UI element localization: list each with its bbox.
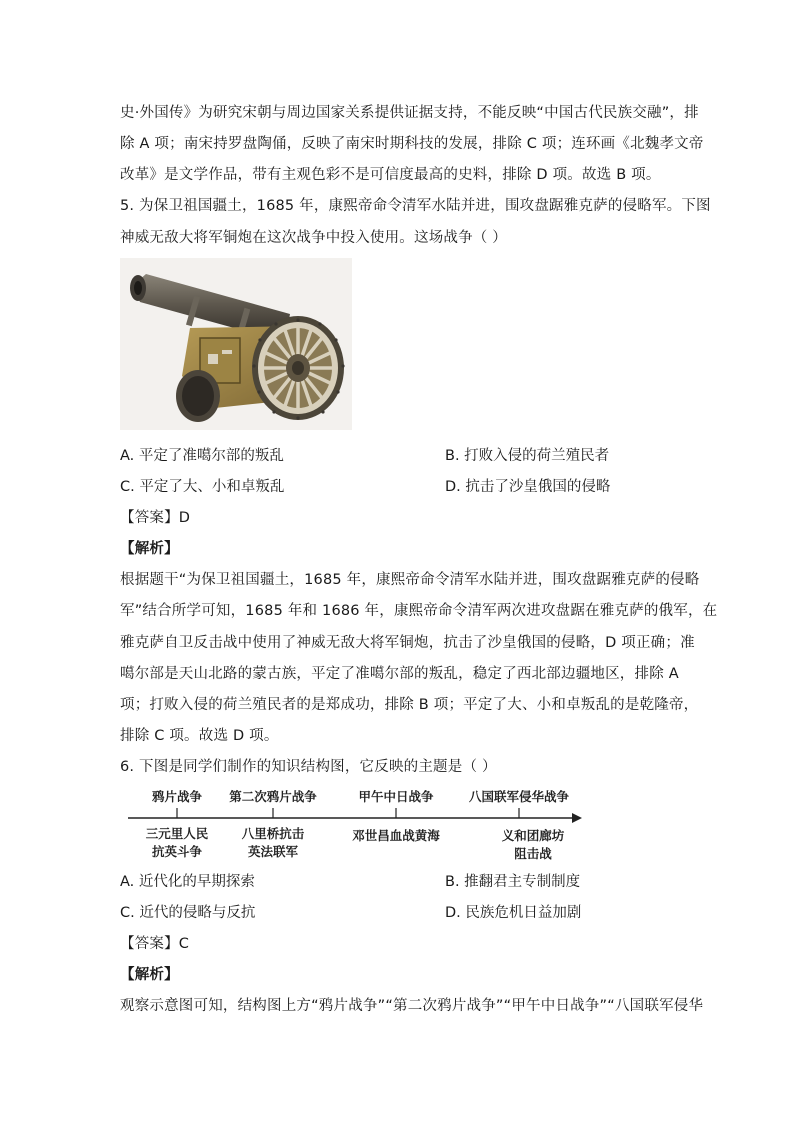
war-label-4: 八国联军侵华战争: [468, 789, 570, 804]
q6-analysis-label: 【解析】: [120, 967, 179, 983]
q5-analysis-line-3: 雅克萨自卫反击战中使用了神威无敌大将军铜炮，抗击了沙皇俄国的侵略，D 项正确；准: [120, 635, 695, 651]
resistance-2-line-1: 八里桥抗击: [241, 826, 305, 841]
q5-option-b: B. 打败入侵的荷兰殖民者: [445, 448, 610, 464]
war-label-1: 鸦片战争: [151, 789, 203, 804]
q5-analysis-line-2: 军”结合所学可知，1685 年和 1686 年，康熙帝命令清军两次进攻盘踞在雅克萨的俄军，在: [120, 603, 718, 619]
q5-answer: 【答案】D: [120, 510, 191, 526]
q5-stem-line-2: 神威无敌大将军铜炮在这次战争中投入使用。这场战争（ ）: [120, 230, 508, 246]
resistance-3: 邓世昌血战黄海: [352, 828, 440, 843]
timeline-arrowhead: [572, 813, 582, 823]
q6-option-d: D. 民族危机日益加剧: [445, 905, 582, 921]
q5-analysis-label: 【解析】: [120, 541, 179, 557]
resistance-2-line-2: 英法联军: [247, 844, 299, 859]
q5-analysis-line-1: 根据题干“为保卫祖国疆土，1685 年，康熙帝命令清军水陆并进，围攻盘踞雅克萨的侵略: [120, 572, 700, 588]
resistance-1-line-2: 抗英斗争: [151, 844, 203, 859]
q6-analysis-line-1: 观察示意图可知，结构图上方“鸦片战争”“第二次鸦片战争”“甲午中日战争”“八国联军侵华: [120, 998, 704, 1014]
q6-option-b: B. 推翻君主专制制度: [445, 874, 581, 890]
resistance-4-line-1: 义和团廊坊: [501, 828, 565, 843]
q6-stem: 6. 下图是同学们制作的知识结构图，它反映的主题是（ ）: [120, 759, 497, 775]
knowledge-structure-diagram: [120, 785, 600, 865]
q6-option-c: C. 近代的侵略与反抗: [120, 905, 256, 921]
resistance-1-line-1: 三元里人民: [145, 826, 209, 841]
q5-option-a: A. 平定了准噶尔部的叛乱: [120, 448, 284, 464]
q5-analysis-line-6: 排除 C 项。故选 D 项。: [120, 728, 279, 744]
resistance-4-line-2: 阻击战: [514, 846, 552, 861]
q5-stem-line-1: 5. 为保卫祖国疆土，1685 年，康熙帝命令清军水陆并进，围攻盘踞雅克萨的侵略军。下图: [120, 198, 711, 214]
intro-line-1: 史·外国传》为研究宋朝与周边国家关系提供证据支持，不能反映“中国古代民族交融”，排: [120, 105, 699, 121]
q5-option-c: C. 平定了大、小和卓叛乱: [120, 479, 285, 495]
intro-line-2: 除 A 项；南宋持罗盘陶俑，反映了南宋时期科技的发展，排除 C 项；连环画《北魏孝文帝: [120, 136, 704, 152]
q6-answer: 【答案】C: [120, 936, 190, 952]
intro-line-3: 改革》是文学作品，带有主观色彩不是可信度最高的史料，排除 D 项。故选 B 项。: [120, 167, 661, 183]
cannon-image: [120, 258, 352, 430]
war-label-2: 第二次鸦片战争: [229, 789, 317, 804]
q6-option-a: A. 近代化的早期探索: [120, 874, 255, 890]
war-label-3: 甲午中日战争: [358, 789, 434, 804]
q5-option-d: D. 抗击了沙皇俄国的侵略: [445, 479, 611, 495]
q5-analysis-line-5: 项；打败入侵的荷兰殖民者的是郑成功，排除 B 项；平定了大、小和卓叛乱的是乾隆帝，: [120, 697, 699, 713]
q5-analysis-line-4: 噶尔部是天山北路的蒙古族，平定了准噶尔部的叛乱，稳定了西北部边疆地区，排除 A: [120, 666, 679, 682]
